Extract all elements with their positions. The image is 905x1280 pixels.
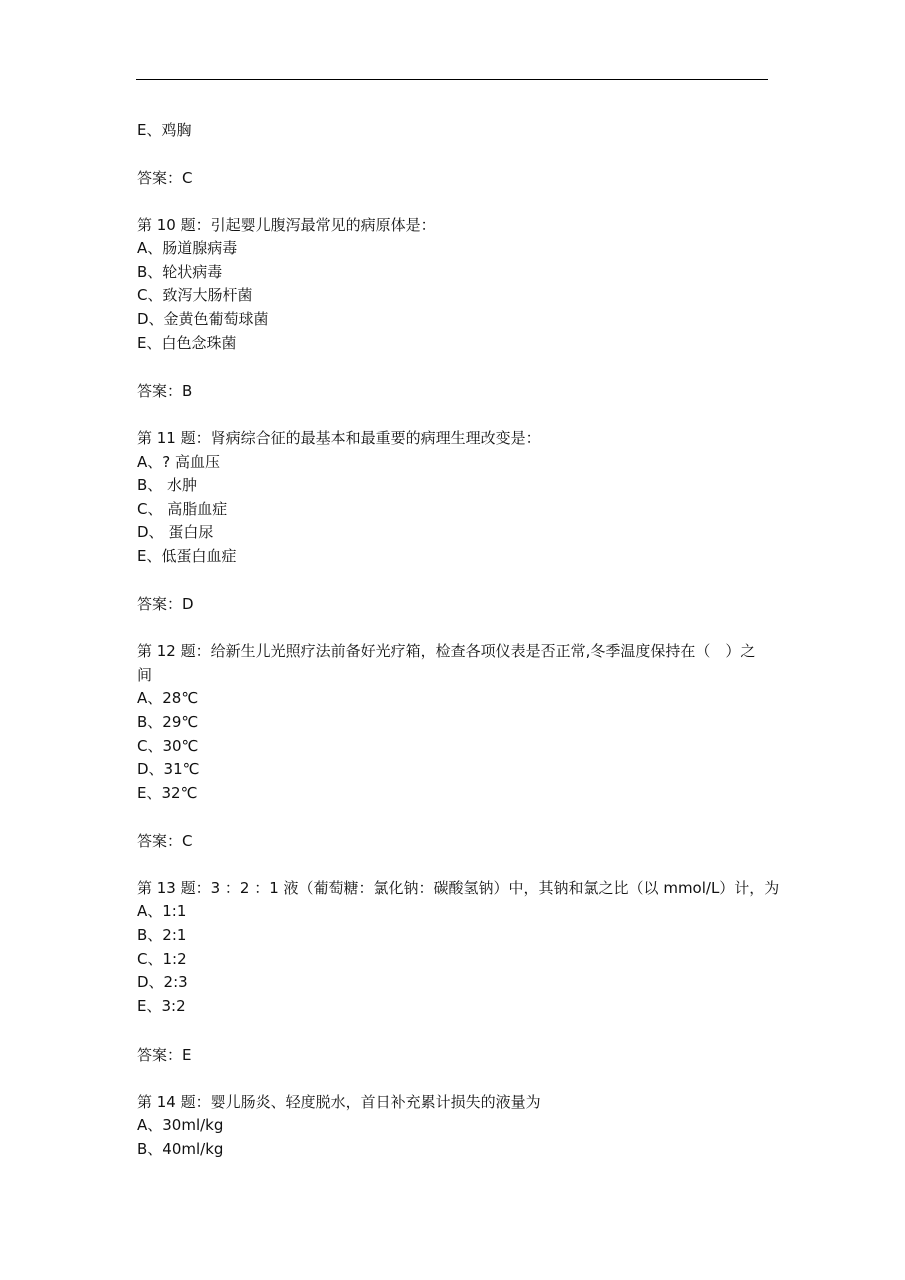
question-12-option-a: A、28℃ [137, 689, 199, 707]
question-10-text: 第 10 题：引起婴儿腹泻最常见的病原体是： [137, 216, 436, 234]
question-12-text-line-2: 间 [137, 666, 153, 684]
question-13-option-e: E、3:2 [137, 997, 186, 1015]
question-9-answer: 答案：C [137, 169, 193, 187]
question-11-option-a: A、? 高血压 [137, 453, 220, 471]
question-11-option-e: E、低蛋白血症 [137, 547, 237, 565]
question-12-text-line-1: 第 12 题：给新生儿光照疗法前备好光疗箱，检查各项仪表是否正常,冬季温度保持在（ ）之 [137, 642, 756, 660]
question-13-option-c: C、1:2 [137, 950, 187, 968]
question-10-option-e: E、白色念珠菌 [137, 334, 237, 352]
question-10-answer: 答案：B [137, 382, 193, 400]
header-divider [136, 79, 768, 80]
question-12-option-e: E、32℃ [137, 784, 198, 802]
question-12-option-c: C、30℃ [137, 737, 199, 755]
question-14-option-a: A、30ml/kg [137, 1116, 224, 1134]
question-13-answer: 答案：E [137, 1046, 192, 1064]
question-13-text: 第 13 题：3 ：2 ：1 液（葡萄糖：氯化钠：碳酸氢钠）中，其钠和氯之比（以 mmol/L）计，为 [137, 879, 780, 897]
question-10-option-d: D、金黄色葡萄球菌 [137, 310, 269, 328]
question-10-option-c: C、致泻大肠杆菌 [137, 286, 253, 304]
question-14-text: 第 14 题：婴儿肠炎、轻度脱水，首日补充累计损失的液量为 [137, 1093, 541, 1111]
question-11-option-c: C、 高脂血症 [137, 500, 228, 518]
question-12-answer: 答案：C [137, 832, 193, 850]
question-14-option-b: B、40ml/kg [137, 1140, 224, 1158]
question-11-option-d: D、 蛋白尿 [137, 523, 214, 541]
question-13-option-a: A、1:1 [137, 902, 187, 920]
question-10-option-b: B、轮状病毒 [137, 263, 223, 281]
question-11-option-b: B、 水肿 [137, 476, 198, 494]
question-10-option-a: A、肠道腺病毒 [137, 239, 238, 257]
question-13-option-b: B、2:1 [137, 926, 187, 944]
question-11-answer: 答案：D [137, 595, 194, 613]
question-9-option-e: E、鸡胸 [137, 121, 192, 139]
question-12-option-b: B、29℃ [137, 713, 199, 731]
question-11-text: 第 11 题：肾病综合征的最基本和最重要的病理生理改变是： [137, 429, 541, 447]
question-13-option-d: D、2:3 [137, 973, 188, 991]
question-12-option-d: D、31℃ [137, 760, 200, 778]
